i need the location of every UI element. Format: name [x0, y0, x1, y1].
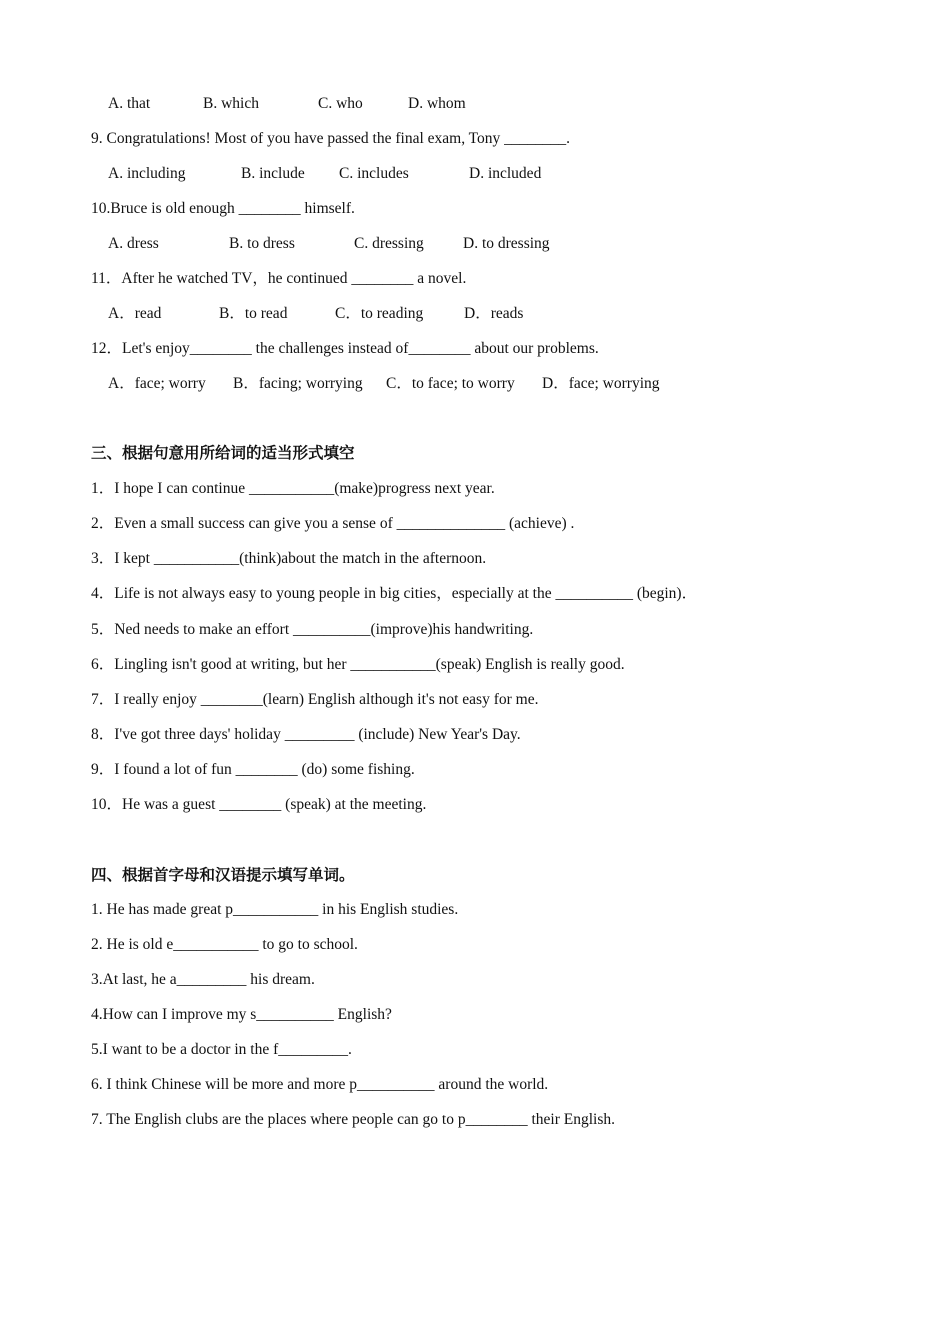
q9-stem: 9. Congratulations! Most of you have passed the final exam, Tony ________.	[91, 130, 571, 147]
section3-item: 8．I've got three days' holiday _________ (include) New Year's Day.	[91, 726, 521, 743]
section4-item: 2. He is old e___________ to go to school.	[91, 936, 358, 953]
q8-option-b: B. which	[203, 95, 259, 112]
q11-option-c: C．to reading	[335, 305, 424, 322]
q12-stem: 12．Let's enjoy________ the challenges instead of________ about our problems.	[91, 340, 599, 357]
section3-item: 7．I really enjoy ________(learn) English although it's not easy for me.	[91, 691, 539, 708]
q9-option-a: A. including	[108, 165, 186, 182]
q10-option-d: D. to dressing	[463, 235, 550, 252]
q11-option-d: D．reads	[464, 305, 524, 322]
q12-option-b: B．facing; worrying	[233, 375, 363, 392]
q12-option-a: A．face; worry	[108, 375, 206, 392]
section4-heading: 四、根据首字母和汉语提示填写单词。	[91, 866, 355, 884]
q12-option-d: D．face; worrying	[542, 375, 660, 392]
q12-option-c: C．to face; to worry	[386, 375, 515, 392]
q10-option-c: C. dressing	[354, 235, 424, 252]
q11-stem: 11．After he watched TV，he continued ________ a novel.	[91, 270, 467, 287]
q9-option-b: B. include	[241, 165, 305, 182]
q10-option-a: A. dress	[108, 235, 159, 252]
section4-item: 3.At last, he a_________ his dream.	[91, 971, 315, 988]
section4-item: 5.I want to be a doctor in the f_________.	[91, 1041, 352, 1058]
q11-option-a: A．read	[108, 305, 162, 322]
q11-option-b: B．to read	[219, 305, 288, 322]
section4-item: 1. He has made great p___________ in his English studies.	[91, 901, 459, 918]
q9-option-c: C. includes	[339, 165, 409, 182]
section3-item: 4．Life is not always easy to young people in big cities，especially at the __________ (begin)．	[91, 585, 698, 602]
section3-item: 1．I hope I can continue ___________(make)progress next year.	[91, 480, 495, 497]
section4-item: 7. The English clubs are the places where people can go to p________ their English.	[91, 1111, 615, 1128]
section3-item: 6．Lingling isn't good at writing, but her ___________(speak) English is really good.	[91, 656, 625, 673]
q10-option-b: B. to dress	[229, 235, 295, 252]
q9-option-d: D. included	[469, 165, 542, 182]
section3-item: 9．I found a lot of fun ________ (do) some fishing.	[91, 761, 415, 778]
section3-item: 2．Even a small success can give you a sense of ______________ (achieve) .	[91, 515, 575, 532]
section4-item: 4.How can I improve my s__________ English?	[91, 1006, 392, 1023]
section3-item: 3．I kept ___________(think)about the match in the afternoon.	[91, 550, 487, 567]
section3-item: 5．Ned needs to make an effort __________(improve)his handwriting.	[91, 621, 534, 638]
section3-item: 10．He was a guest ________ (speak) at the meeting.	[91, 796, 427, 813]
q10-stem: 10.Bruce is old enough ________ himself.	[91, 200, 355, 217]
section4-item: 6. I think Chinese will be more and more p__________ around the world.	[91, 1076, 549, 1093]
section3-heading: 三、根据句意用所给词的适当形式填空	[91, 444, 355, 462]
q8-option-a: A. that	[108, 95, 151, 112]
q8-option-c: C. who	[318, 95, 363, 112]
q8-option-d: D. whom	[408, 95, 466, 112]
